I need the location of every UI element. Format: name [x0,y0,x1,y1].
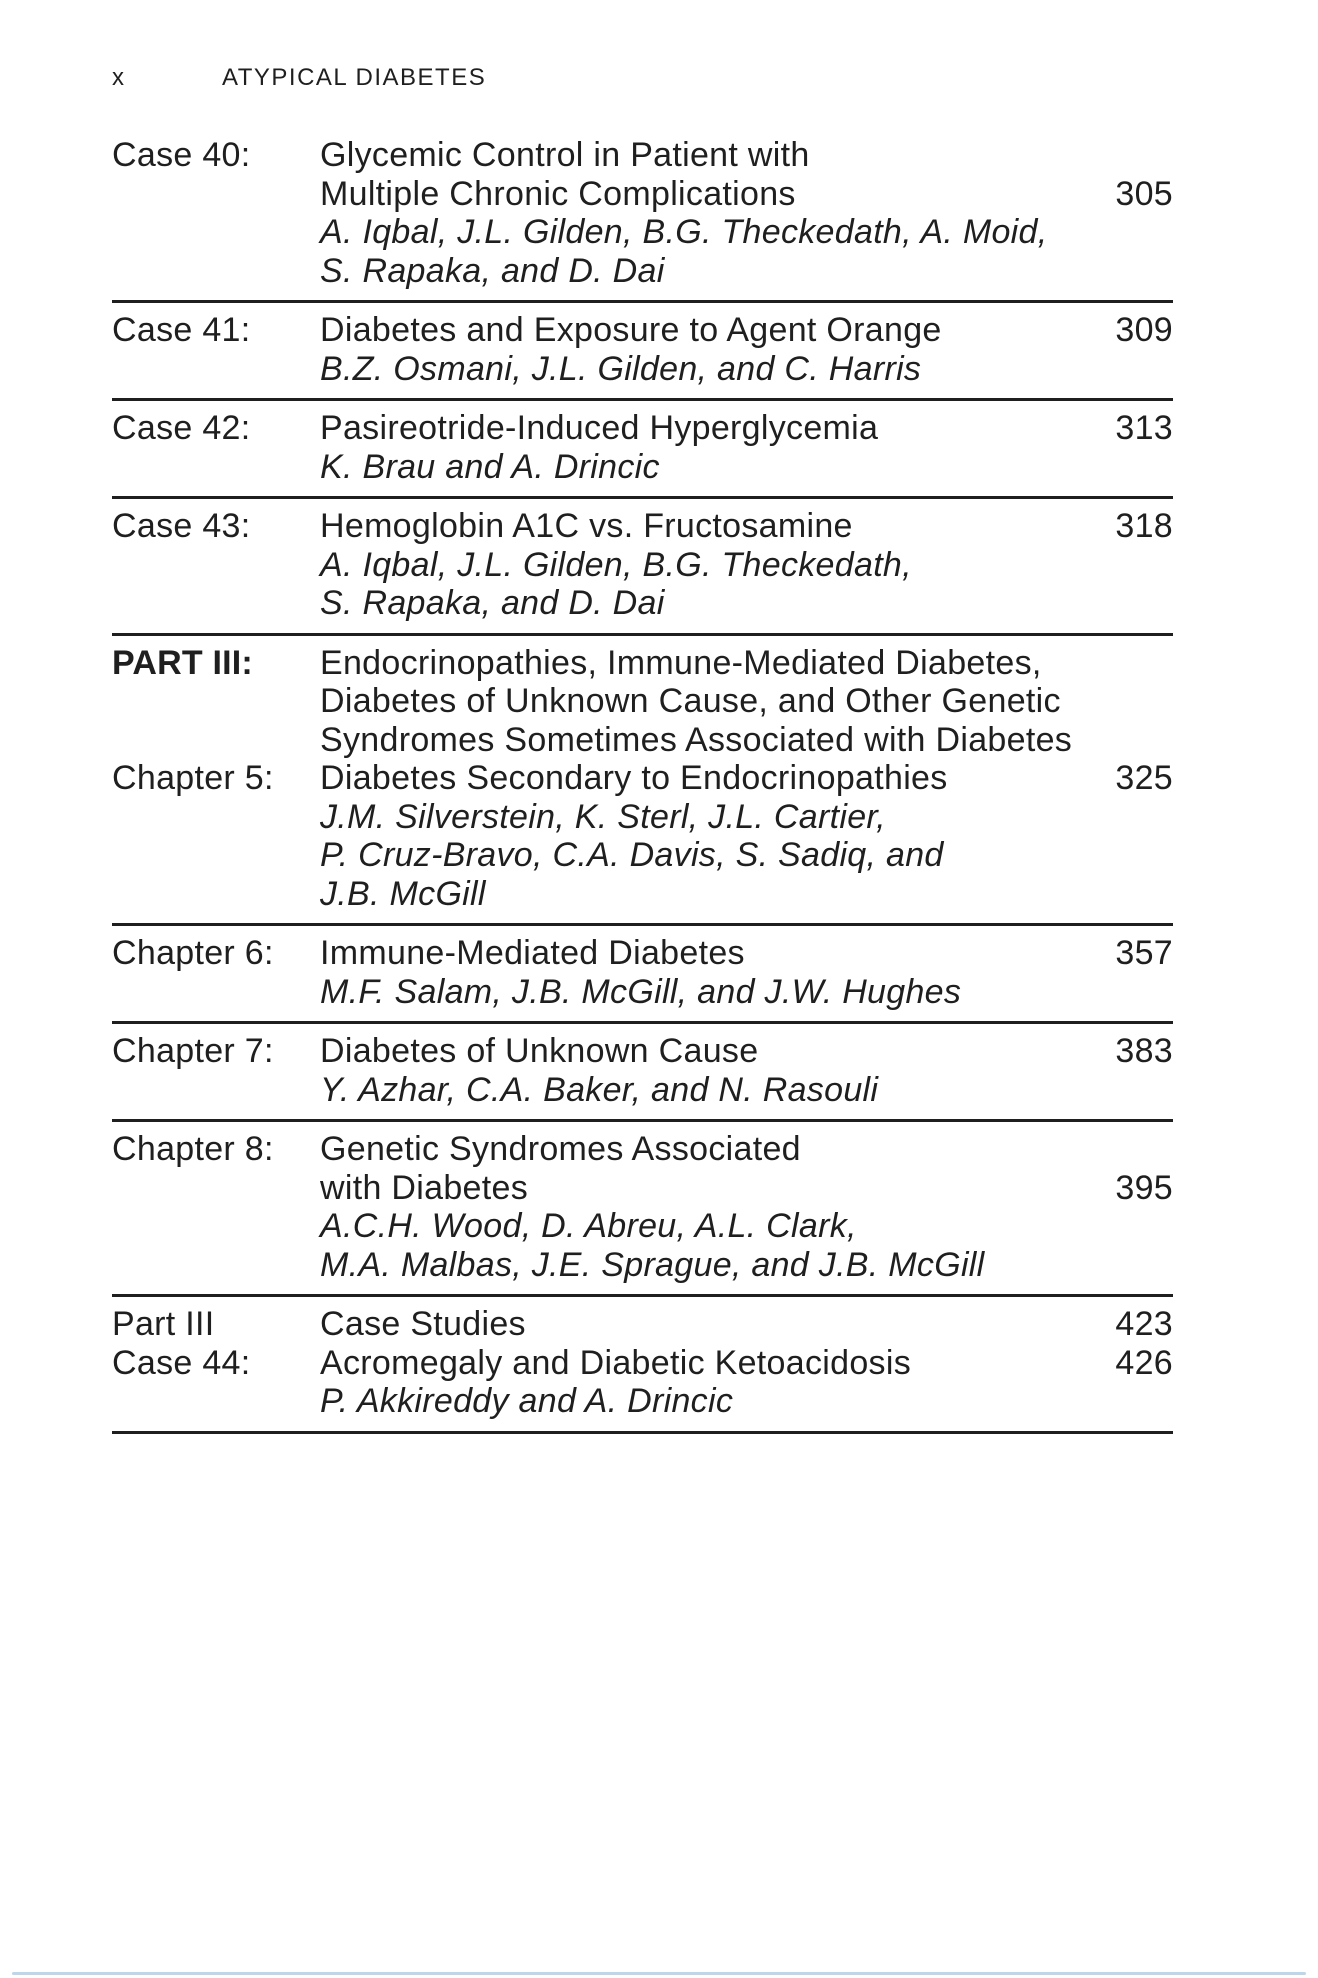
toc-title-text: Multiple Chronic Complications [320,174,796,213]
toc-page-number: 325 [1115,759,1173,797]
toc-row-lines [320,311,1173,388]
toc-line [320,350,1173,389]
toc-authors-text: M.F. Salam, J.B. McGill, and J.W. Hughes [320,972,962,1011]
toc-section [112,1122,1173,1297]
toc-row-lines [320,1305,1173,1344]
toc-line [320,1032,1173,1071]
toc-line [320,1071,1173,1110]
toc-section [112,926,1173,1024]
toc-line [320,311,1173,350]
toc-line [320,1169,1173,1208]
toc-title-text: Immune-Mediated Diabetes [320,934,745,972]
toc-section [112,499,1173,636]
toc-title-text: Case Studies [320,1305,526,1343]
toc-row [112,311,1173,388]
toc-title-text: Glycemic Control in Patient with [320,136,810,174]
toc-section [112,1297,1173,1434]
toc-row-label: Case 43: [112,507,251,545]
toc-authors-text: P. Akkireddy and A. Drincic [320,1382,734,1420]
toc-line [320,836,1173,875]
toc-row [112,1305,1173,1344]
toc-page-number: 357 [1115,934,1173,972]
toc-line [320,1130,1173,1169]
page-bottom-edge-artifact [12,1972,1306,1975]
toc-row-label: Case 42: [112,409,251,447]
toc-line [320,1246,1173,1285]
toc-authors-text: J.M. Silverstein, K. Sterl, J.L. Cartier, [320,797,886,836]
toc-authors-text: A.C.H. Wood, D. Abreu, A.L. Clark, [320,1207,857,1245]
toc-authors-text: M.A. Malbas, J.E. Sprague, and J.B. McGill [320,1245,985,1284]
toc-authors-text: A. Iqbal, J.L. Gilden, B.G. Theckedath, [320,545,912,584]
toc-line [320,934,1173,973]
toc-authors-text: Y. Azhar, C.A. Baker, and N. Rasouli [320,1070,879,1109]
toc-row-label: PART III: [112,643,253,682]
toc-authors-text: S. Rapaka, and D. Dai [320,251,665,290]
toc-section [112,401,1173,499]
toc-row-label: Case 40: [112,136,251,174]
page-folio-number: x [112,64,126,91]
toc-row-lines [320,644,1173,760]
toc-title-text: Acromegaly and Diabetic Ketoacidosis [320,1343,911,1382]
toc-row-label: Case 44: [112,1343,251,1382]
toc-authors-text: P. Cruz-Bravo, C.A. Davis, S. Sadiq, and [320,836,944,874]
toc-page-number: 305 [1115,174,1173,213]
toc-line [320,584,1173,623]
toc-authors-text: A. Iqbal, J.L. Gilden, B.G. Theckedath, A. Moid, [320,213,1048,251]
toc-line [320,875,1173,914]
toc-page-number: 395 [1115,1168,1173,1207]
toc-row [112,1032,1173,1109]
toc-title-text: Diabetes and Exposure to Agent Orange [320,311,942,349]
toc-authors-text: B.Z. Osmani, J.L. Gilden, and C. Harris [320,349,922,388]
toc-row [112,1130,1173,1284]
toc-authors-text: K. Brau and A. Drincic [320,447,660,486]
toc-row [112,644,1173,760]
toc-row-lines [320,759,1173,913]
toc-row [112,409,1173,486]
toc-line [320,448,1173,487]
toc-row [112,759,1173,913]
toc-line [320,213,1173,252]
toc-page-number: 309 [1115,311,1173,349]
toc-row [112,1344,1173,1421]
toc-title-text: Syndromes Sometimes Associated with Diabetes [320,720,1073,759]
toc-line [320,1382,1173,1421]
running-title: ATYPICAL DIABETES [222,64,487,91]
toc-row-label: Chapter 7: [112,1032,274,1070]
toc-row [112,507,1173,623]
toc-row-label: Chapter 6: [112,934,274,972]
toc-row-lines [320,1130,1173,1284]
toc-line [320,682,1173,721]
toc-line [320,175,1173,214]
toc-row [112,136,1173,290]
toc-line [320,644,1173,683]
toc-line [320,1207,1173,1246]
toc-row-label: Part III [112,1305,215,1343]
toc-page-number: 423 [1115,1305,1173,1343]
toc-row-lines [320,1344,1173,1421]
toc-title-text: Endocrinopathies, Immune-Mediated Diabetes, [320,643,1042,682]
toc-title-text: Diabetes Secondary to Endocrinopathies [320,759,948,797]
toc-line [320,546,1173,585]
toc-title-text: Pasireotride-Induced Hyperglycemia [320,409,879,447]
toc-line [320,136,1173,175]
toc-page-number: 318 [1115,507,1173,545]
toc-section [112,303,1173,401]
toc-row-label: Chapter 8: [112,1130,274,1168]
toc-line [320,798,1173,837]
toc-row-lines [320,409,1173,486]
toc-line [320,1305,1173,1344]
toc-row-lines [320,1032,1173,1109]
toc-page-number: 383 [1115,1032,1173,1070]
toc-row-label: Case 41: [112,311,251,349]
toc-line [320,409,1173,448]
toc-section [112,136,1173,303]
toc-title-text: Genetic Syndromes Associated [320,1130,801,1168]
toc-title-text: Diabetes of Unknown Cause, and Other Genetic [320,682,1061,720]
toc-title-text: Diabetes of Unknown Cause [320,1032,759,1070]
toc-line [320,252,1173,291]
toc-row-label: Chapter 5: [112,759,274,797]
toc-line [320,973,1173,1012]
toc-title-text: with Diabetes [320,1168,528,1207]
toc-row-lines [320,136,1173,290]
running-head [112,64,1206,92]
toc-line [320,507,1173,546]
toc-authors-text: S. Rapaka, and D. Dai [320,584,665,622]
toc-line [320,1344,1173,1383]
table-of-contents [112,136,1173,1434]
toc-section [112,636,1173,927]
toc-row [112,934,1173,1011]
toc-line [320,721,1173,760]
toc-page-number: 426 [1115,1343,1173,1382]
toc-row-lines [320,507,1173,623]
toc-section [112,1024,1173,1122]
toc-line [320,759,1173,798]
toc-authors-text: J.B. McGill [320,874,486,913]
toc-title-text: Hemoglobin A1C vs. Fructosamine [320,507,853,545]
toc-row-lines [320,934,1173,1011]
toc-page-number: 313 [1115,409,1173,447]
